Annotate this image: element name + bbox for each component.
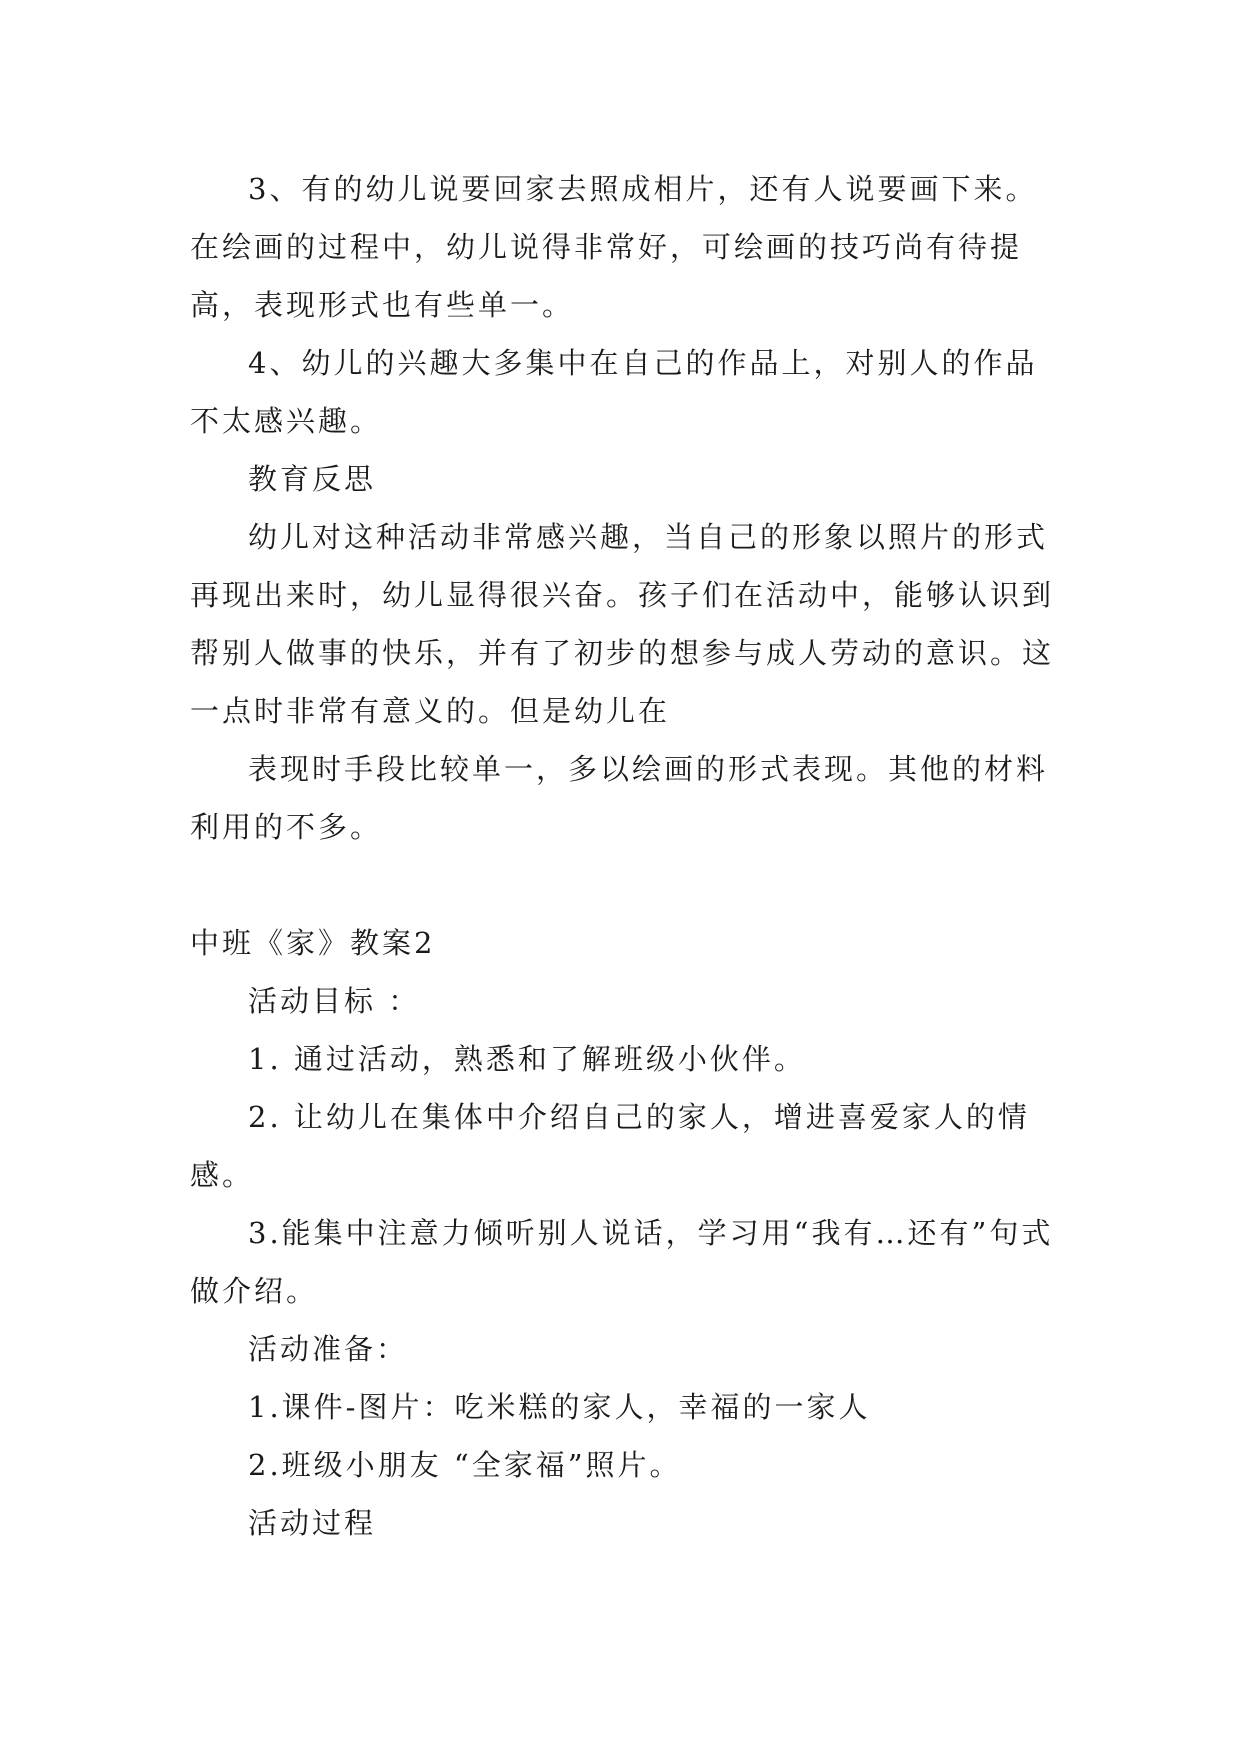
document-page <box>190 160 1060 1552</box>
item-4-paragraph: 4、幼儿的兴趣大多集中在自己的作品上，对别人的作品不太感兴趣。 <box>190 346 1038 438</box>
goals-heading: 活动目标 ： <box>248 984 421 1018</box>
item-3-paragraph: 3、有的幼儿说要回家去照成相片，还有人说要画下来。在绘画的过程中，幼儿说得非常好，可绘画的技巧尚有待提高，表现形式也有些单一。 <box>190 172 1038 322</box>
goal-1: 1. 通过活动，熟悉和了解班级小伙伴。 <box>248 1042 806 1076</box>
goal-3: 3.能集中注意力倾听别人说话，学习用“我有…还有”句式做介绍。 <box>190 1216 1054 1308</box>
prep-item-2: 2.班级小朋友 “全家福”照片。 <box>248 1448 682 1482</box>
reflection-heading: 教育反思 <box>248 462 377 496</box>
reflection-paragraph-1: 幼儿对这种活动非常感兴趣，当自己的形象以照片的形式再现出来时，幼儿显得很兴奋。孩子们在活动中，能够认识到帮别人做事的快乐，并有了初步的想参与成人劳动的意识。这一点时非常有意义的。但是幼儿在 <box>190 520 1055 728</box>
reflection-paragraph-2: 表现时手段比较单一，多以绘画的形式表现。其他的材料利用的不多。 <box>190 752 1049 844</box>
process-heading: 活动过程 <box>248 1506 377 1540</box>
lesson-title: 中班《家》教案2 <box>190 926 436 960</box>
section-gap <box>190 856 1060 914</box>
prep-item-1: 1.课件-图片：吃米糕的家人，幸福的一家人 <box>248 1390 871 1424</box>
prep-heading: 活动准备： <box>248 1332 409 1366</box>
goal-2: 2. 让幼儿在集体中介绍自己的家人，增进喜爱家人的情感。 <box>190 1100 1030 1192</box>
